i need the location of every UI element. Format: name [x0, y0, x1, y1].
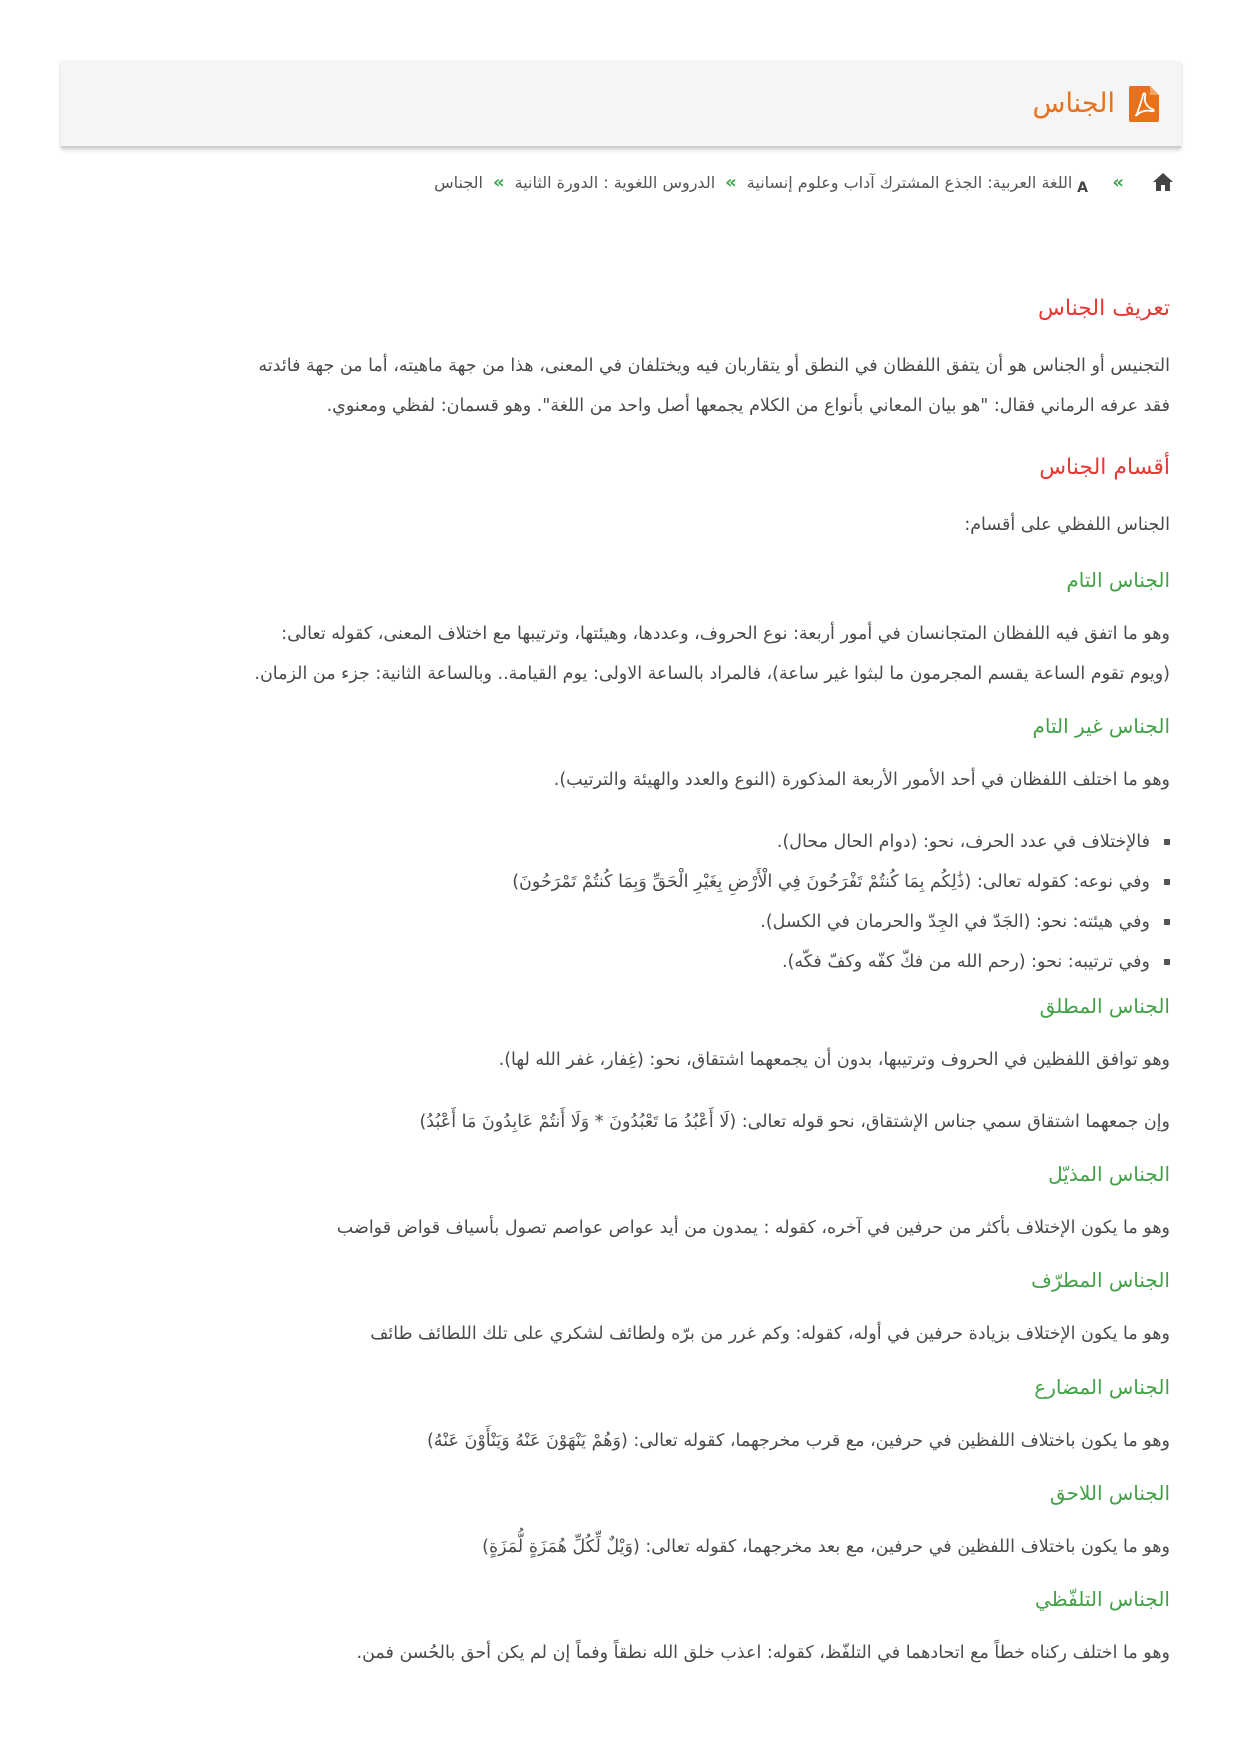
heading-subsequent: الجناس اللاحق: [1049, 1481, 1170, 1505]
paragraph-tailed: وهو ما يكون الإختلاف بأكثر من حرفين في آخره، كقوله : يمدون من أيد عواص عواصم تصول بأسياف قواض قواضب: [336, 1218, 1170, 1238]
heading-divisions: أقسام الجناس: [1039, 455, 1170, 480]
paragraph-bordered: وهو ما يكون الإختلاف بزيادة حرفين في أوله، كقوله: وكم غرر من برّه ولطائف لشكري على تلك اللطائف طائف: [370, 1324, 1170, 1344]
heading-bordered: الجناس المطرّف: [1031, 1268, 1170, 1292]
breadcrumb-item-current: الجناس: [434, 172, 483, 192]
paragraph-pronunciation: وهو ما اختلف ركناه خطاً مع اتحادهما في التلفّظ، كقوله: اعذب خلق الله نطقاً وفماً إن لم يكن أحق بالحُسن فمن.: [356, 1643, 1170, 1663]
heading-absolute: الجناس المطلق: [1039, 994, 1170, 1018]
page-title: الجناس: [1032, 88, 1115, 119]
breadcrumb-separator: »: [1112, 171, 1124, 193]
heading-tailed: الجناس المذيّل: [1048, 1162, 1170, 1186]
translate-icon: [1076, 170, 1102, 194]
breadcrumb: [61, 170, 1174, 194]
bullet-square-icon: [1164, 959, 1170, 965]
breadcrumb-separator: »: [725, 171, 737, 193]
heading-pronunciation: الجناس التلفّظي: [1035, 1587, 1170, 1611]
paragraph-divisions-intro: الجناس اللفظي على أقسام:: [964, 515, 1170, 535]
paragraph-complete-line-2: (ويوم تقوم الساعة يقسم المجرمون ما لبثوا غير ساعة)، فالمراد بالساعة الاولى: يوم القيامة.. وبالساعة الثانية: جزء من الزمان.: [254, 664, 1170, 684]
svg-text:A: A: [1077, 180, 1089, 194]
paragraph-absolute-1: وهو توافق اللفظين في الحروف وترتيبها، بدون أن يجمعهما اشتقاق، نحو: (غِفار، غفر الله لها).: [498, 1050, 1170, 1070]
pdf-icon[interactable]: [1129, 86, 1159, 122]
paragraph-similar: وهو ما يكون باختلاف اللفظين في حرفين، مع قرب مخرجهما، كقوله تعالى: (وَهُمْ يَنْهَوْنَ عَنْهُ وَيَنْأَوْنَ عَنْهُ): [426, 1431, 1170, 1451]
paragraph-subsequent: وهو ما يكون باختلاف اللفظين في حرفين، مع بعد مخرجهما، كقوله تعالى: (وَيْلٌ لِّكُلِّ هُمَزَةٍ لُّمَزَةٍ): [482, 1537, 1170, 1557]
home-icon[interactable]: [1152, 172, 1174, 192]
paragraph-definition-line-1: التجنيس أو الجناس هو أن يتفق اللفظان في النطق أو يتقاربان فيه ويختلفان في المعنى، هذا من جهة ماهيته، أما من جهة فائدته: [258, 356, 1170, 376]
breadcrumb-item-subject[interactable]: اللغة العربية: الجذع المشترك آداب وعلوم إنسانية: [746, 172, 1073, 192]
breadcrumb-separator: »: [493, 171, 505, 193]
list-item: وفي ترتيبه: نحو: (رحم الله من فكّ كفّه وكفّ فكّه).: [96, 942, 1170, 982]
heading-definition: تعريف الجناس: [1038, 296, 1170, 321]
bullet-square-icon: [1164, 839, 1170, 845]
heading-complete: الجناس التام: [1066, 568, 1170, 592]
list-item: وفي نوعه: كقوله تعالى: (ذَٰلِكُم بِمَا كُنتُمْ تَفْرَحُونَ فِي الْأَرْضِ بِغَيْرِ الْحَقِّ وَبِمَا كُنتُمْ تَمْرَحُونَ): [96, 862, 1170, 902]
list-item: وفي هيئته: نحو: (الجَدّ في الجِدّ والحرمان في الكسل).: [96, 902, 1170, 942]
list-item: فالإختلاف في عدد الحرف، نحو: (دوام الحال محال).: [96, 822, 1170, 862]
paragraph-definition-line-2: فقد عرفه الرماني فقال: "هو بيان المعاني بأنواع من الكلام يجمعها أصل واحد من اللغة". وهو قسمان: لفظي ومعنوي.: [326, 396, 1170, 416]
paragraph-incomplete: وهو ما اختلف اللفظان في أحد الأمور الأربعة المذكورة (النوع والعدد والهيئة والترتيب).: [553, 770, 1170, 790]
breadcrumb-item-lessons[interactable]: الدروس اللغوية : الدورة الثانية: [514, 172, 716, 192]
paragraph-complete-line-1: وهو ما اتفق فيه اللفظان المتجانسان في أمور أربعة: نوع الحروف، وعددها، وهيئتها، وترتيبها مع اختلاف المعنى، كقوله تعالى:: [281, 624, 1170, 644]
incomplete-examples-list: [96, 822, 1170, 982]
heading-incomplete: الجناس غير التام: [1032, 714, 1170, 738]
bullet-square-icon: [1164, 879, 1170, 885]
bullet-square-icon: [1164, 919, 1170, 925]
page-header: [61, 61, 1181, 148]
heading-similar: الجناس المضارع: [1034, 1375, 1170, 1399]
paragraph-absolute-2: وإن جمعهما اشتقاق سمي جناس الإشتقاق، نحو قوله تعالى: (لَا أَعْبُدُ مَا تَعْبُدُونَ * وَلَا أَنتُمْ عَابِدُونَ مَا أَعْبُدُ): [419, 1112, 1170, 1132]
